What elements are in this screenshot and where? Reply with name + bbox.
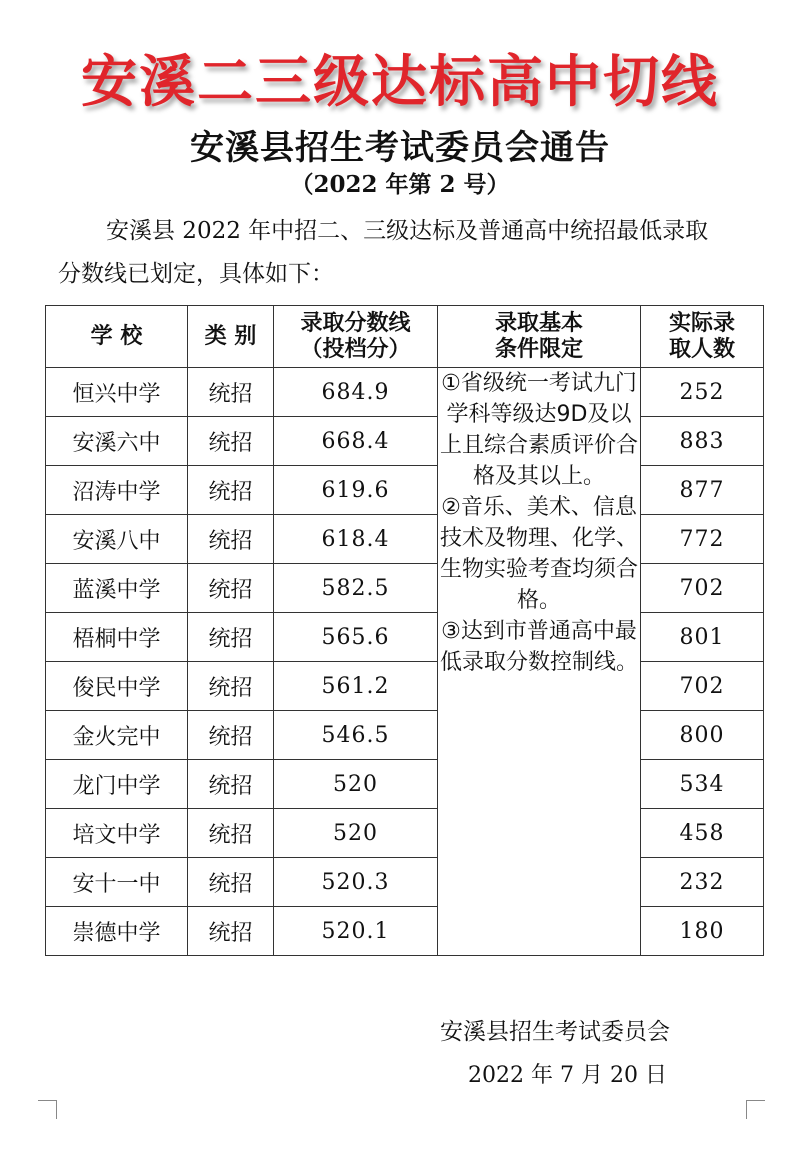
category-cell: 统招 <box>188 368 274 417</box>
table-row <box>46 907 764 956</box>
school-cell: 沼涛中学 <box>46 466 188 515</box>
category-cell: 统招 <box>188 809 274 858</box>
header-admitted-line2: 取人数 <box>668 336 735 362</box>
intro-line-2: 分数线已划定，具体如下： <box>58 261 334 287</box>
score-cell: 668.4 <box>274 417 438 466</box>
score-cell: 561.2 <box>274 662 438 711</box>
header-score-line2: （投档分） <box>300 336 411 362</box>
score-cell: 582.5 <box>274 564 438 613</box>
condition-1: ①省级统一考试九门学科等级达9D及以上且综合素质评价合格及其以上。 <box>439 371 638 489</box>
table-row <box>46 662 764 711</box>
admitted-cell: 877 <box>641 466 764 515</box>
header-conditions <box>438 306 641 368</box>
school-cell: 安十一中 <box>46 858 188 907</box>
category-cell: 统招 <box>188 858 274 907</box>
score-cell: 520 <box>274 760 438 809</box>
notice-title: 安溪县招生考试委员会通告 <box>190 128 610 168</box>
admitted-cell: 232 <box>641 858 764 907</box>
score-cell: 619.6 <box>274 466 438 515</box>
score-cell: 520.1 <box>274 907 438 956</box>
school-cell: 培文中学 <box>46 809 188 858</box>
admitted-cell: 801 <box>641 613 764 662</box>
page-corner-mark-right <box>746 1100 765 1119</box>
table-row <box>46 760 764 809</box>
admitted-cell: 252 <box>641 368 764 417</box>
admitted-cell: 702 <box>641 662 764 711</box>
score-cell: 520 <box>274 809 438 858</box>
table-row <box>46 417 764 466</box>
category-cell: 统招 <box>188 613 274 662</box>
score-cell: 520.3 <box>274 858 438 907</box>
admitted-cell: 800 <box>641 711 764 760</box>
school-cell: 崇德中学 <box>46 907 188 956</box>
table-row <box>46 711 764 760</box>
school-cell: 安溪六中 <box>46 417 188 466</box>
score-cell: 546.5 <box>274 711 438 760</box>
header-category: 类 别 <box>188 306 274 368</box>
header-score <box>274 306 438 368</box>
admitted-cell: 534 <box>641 760 764 809</box>
school-cell: 蓝溪中学 <box>46 564 188 613</box>
admitted-cell: 180 <box>641 907 764 956</box>
admitted-cell: 772 <box>641 515 764 564</box>
table-row <box>46 564 764 613</box>
admitted-cell: 702 <box>641 564 764 613</box>
table-header-row <box>46 306 764 368</box>
school-cell: 金火完中 <box>46 711 188 760</box>
condition-3: ③达到市普通高中最低录取分数控制线。 <box>439 619 638 675</box>
category-cell: 统招 <box>188 907 274 956</box>
category-cell: 统招 <box>188 466 274 515</box>
conditions-cell <box>438 368 641 956</box>
intro-line-1: 安溪县 2022 年中招二、三级达标及普通高中统招最低录取 <box>106 218 709 244</box>
condition-2: ②音乐、美术、信息技术及物理、化学、生物实验考查均须合格。 <box>439 495 638 613</box>
table-row <box>46 809 764 858</box>
school-cell: 恒兴中学 <box>46 368 188 417</box>
header-conditions-line1: 录取基本 <box>494 310 583 336</box>
category-cell: 统招 <box>188 711 274 760</box>
table-row <box>46 368 764 417</box>
category-cell: 统招 <box>188 515 274 564</box>
issuer-signature: 安溪县招生考试委员会 <box>440 1019 670 1045</box>
table-row <box>46 466 764 515</box>
header-score-line1: 录取分数线 <box>300 310 411 336</box>
admitted-cell: 458 <box>641 809 764 858</box>
category-cell: 统招 <box>188 564 274 613</box>
score-cell: 565.6 <box>274 613 438 662</box>
score-table <box>45 305 764 956</box>
school-cell: 安溪八中 <box>46 515 188 564</box>
table-row <box>46 613 764 662</box>
table-row <box>46 858 764 907</box>
intro-paragraph <box>58 210 758 296</box>
school-cell: 俊民中学 <box>46 662 188 711</box>
score-cell: 684.9 <box>274 368 438 417</box>
admitted-cell: 883 <box>641 417 764 466</box>
headline: 安溪二三级达标高中切线 <box>81 50 719 115</box>
school-cell: 梧桐中学 <box>46 613 188 662</box>
table-row <box>46 515 764 564</box>
header-school: 学 校 <box>46 306 188 368</box>
category-cell: 统招 <box>188 662 274 711</box>
page-corner-mark-left <box>38 1100 57 1119</box>
issue-date: 2022 年 7 月 20 日 <box>468 1063 667 1088</box>
header-admitted <box>641 306 764 368</box>
header-admitted-line1: 实际录 <box>668 310 735 336</box>
school-cell: 龙门中学 <box>46 760 188 809</box>
header-conditions-line2: 条件限定 <box>494 336 583 362</box>
category-cell: 统招 <box>188 417 274 466</box>
category-cell: 统招 <box>188 760 274 809</box>
score-cell: 618.4 <box>274 515 438 564</box>
notice-number: （2022 年第 2 号） <box>290 171 510 198</box>
